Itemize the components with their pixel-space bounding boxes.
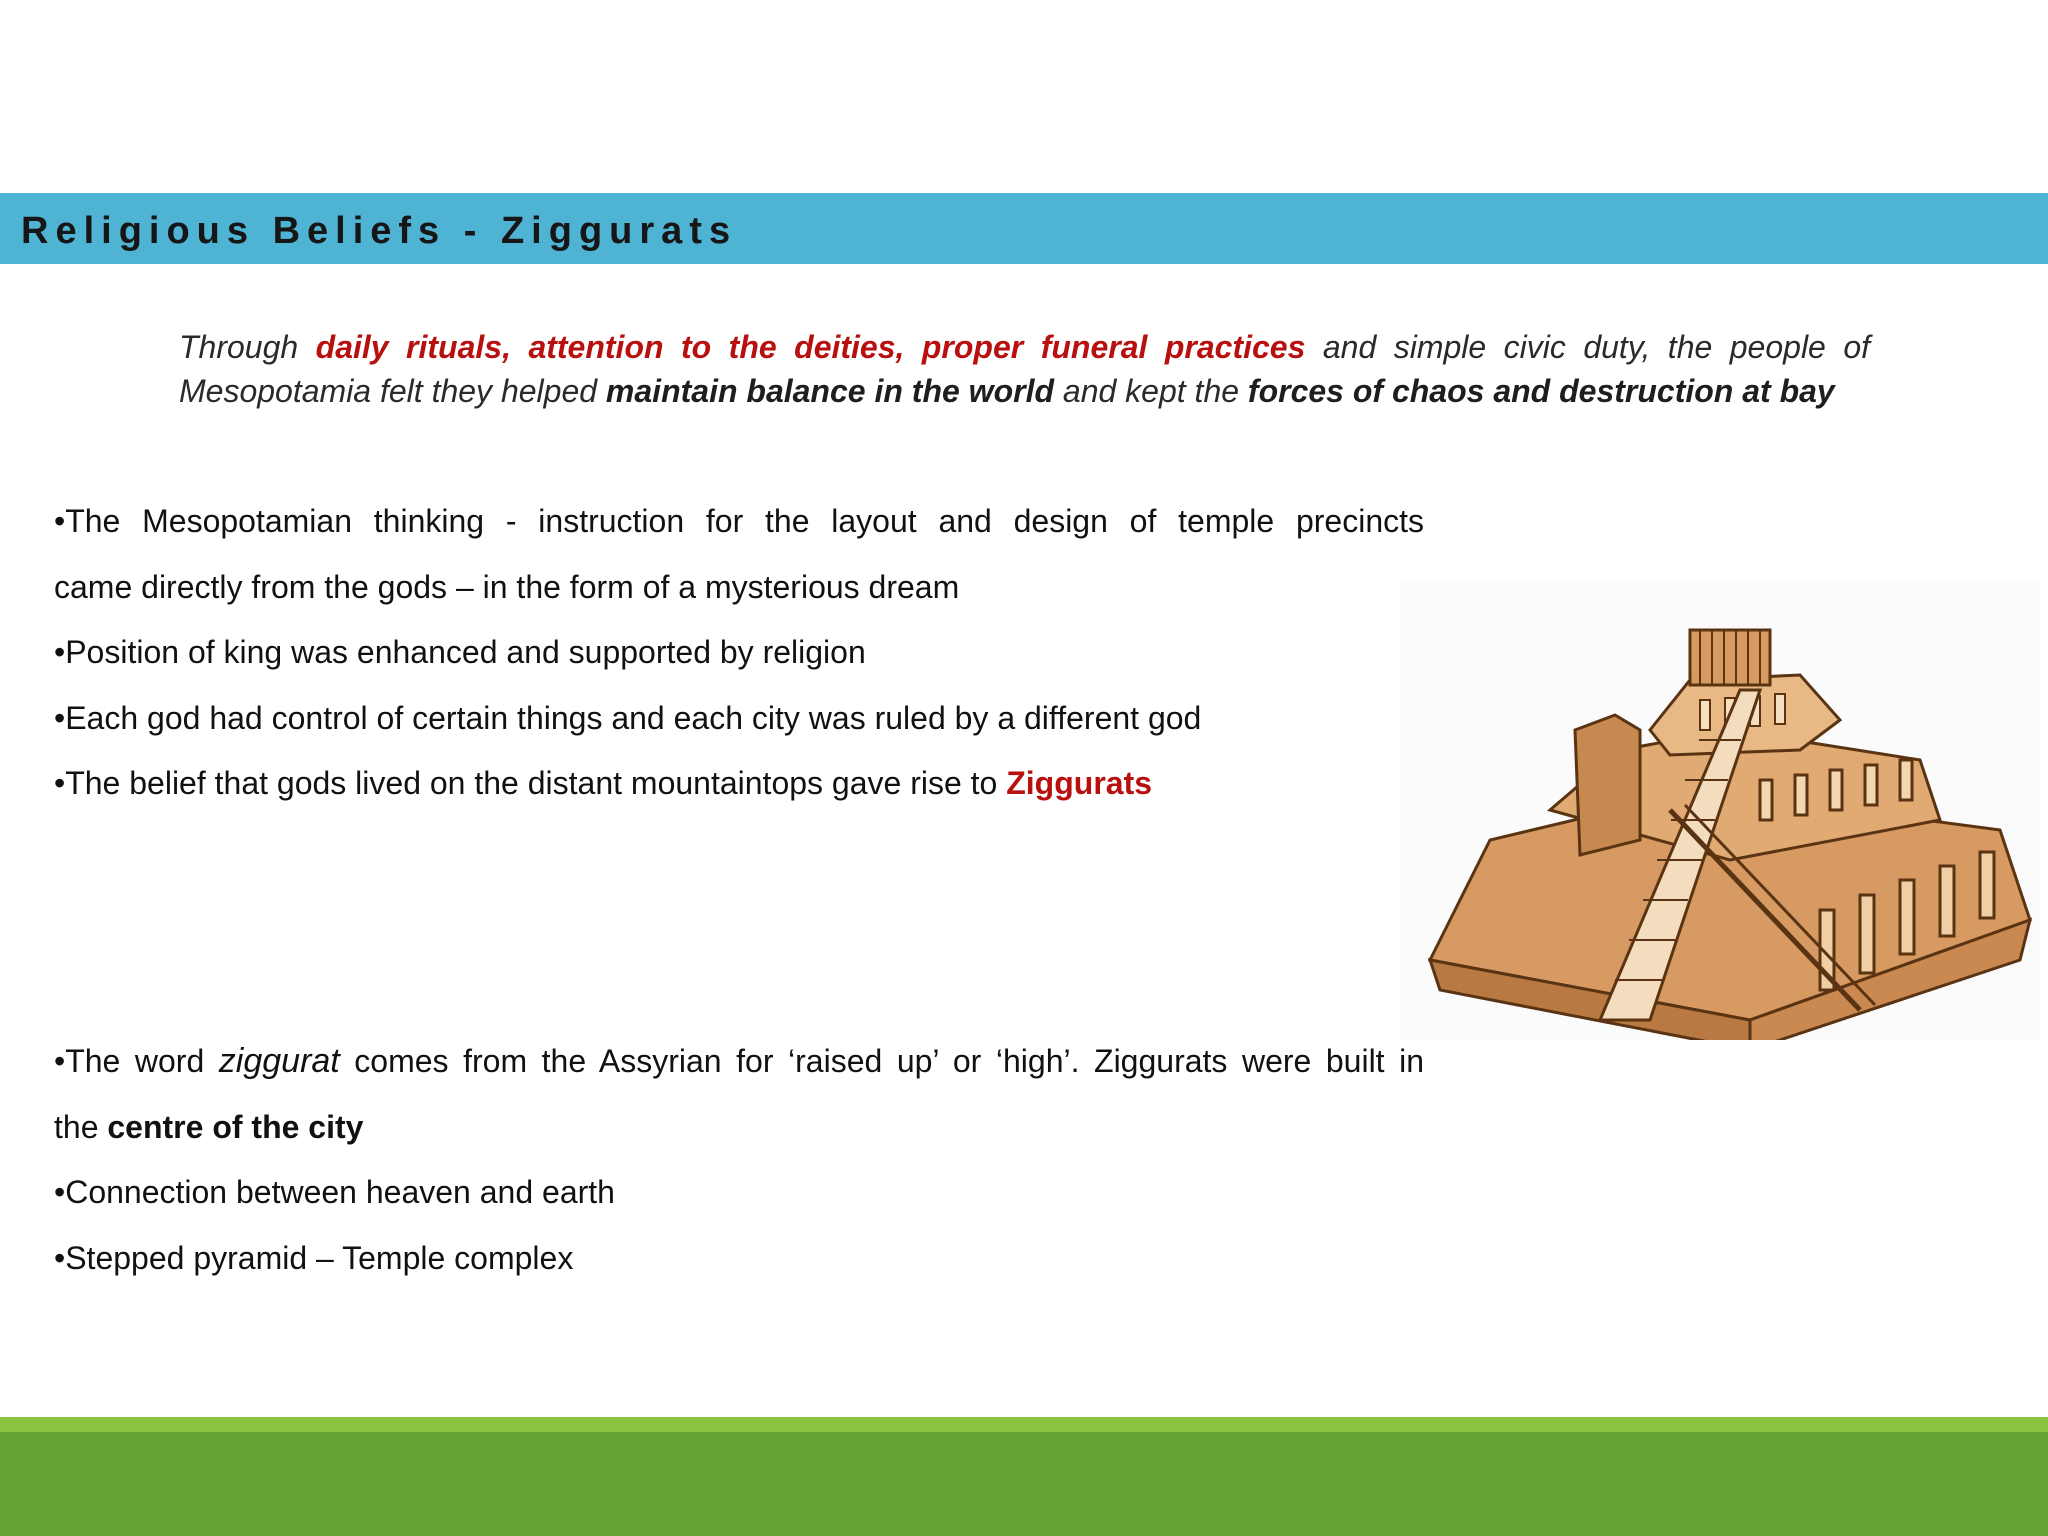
slide-title: Religious Beliefs - Ziggurats — [21, 210, 738, 252]
bullet-1-line-1: •The Mesopotamian thinking - instruction for the layout and design of temple precincts — [54, 503, 1424, 539]
bullet-1-line-2: came directly from the gods – in the form of a mysterious dream — [54, 568, 960, 605]
intro-paragraph — [179, 325, 1870, 413]
bullet-4-text: •The belief that gods lived on the distant mountaintops gave rise to — [54, 765, 1007, 801]
bullet-3: •Each god had control of certain things and each city was ruled by a different god — [54, 699, 1202, 736]
ziggurat-image — [1400, 580, 2040, 1040]
intro-bold-1: maintain balance in the world — [605, 373, 1054, 409]
footer-stripe-light — [0, 1417, 2048, 1432]
bullet-5-bold: centre of the city — [107, 1108, 364, 1145]
bullet-4-ziggurats: Ziggurats — [1006, 765, 1153, 801]
footer-band — [0, 1432, 2048, 1536]
intro-text-1: Through — [179, 329, 316, 365]
bullet-5-line-2-text: the — [54, 1108, 108, 1145]
bullet-2: •Position of king was enhanced and supported by religion — [54, 634, 866, 670]
bullet-5-text-b: comes from the Assyrian for ‘raised up’ or ‘high’. Ziggurats were built in — [339, 1043, 1425, 1079]
bullet-list-top — [54, 489, 1424, 817]
title-bar — [0, 193, 2048, 264]
intro-bold-2: forces of chaos and destruction at bay — [1247, 373, 1835, 409]
bullet-list-bottom — [54, 1029, 1424, 1291]
bullet-5-line-1 — [54, 1029, 1424, 1095]
bullet-5-line-2 — [54, 1095, 1424, 1161]
bullet-4 — [54, 751, 1424, 817]
bullet-5-text-a: •The word — [54, 1043, 219, 1079]
bullet-5-italic-word: ziggurat — [218, 1042, 340, 1080]
bullet-6: •Connection between heaven and earth — [54, 1174, 615, 1210]
ziggurat-illustration-icon — [1400, 580, 2040, 1040]
intro-text-3: and kept the — [1054, 373, 1248, 409]
intro-text-2: and simple civic duty, the people of Mesopotamia felt they helped — [179, 329, 1870, 409]
intro-highlight-red: daily rituals, attention to the deities, proper funeral practices — [315, 329, 1306, 365]
bullet-7: •Stepped pyramid – Temple complex — [54, 1239, 574, 1276]
